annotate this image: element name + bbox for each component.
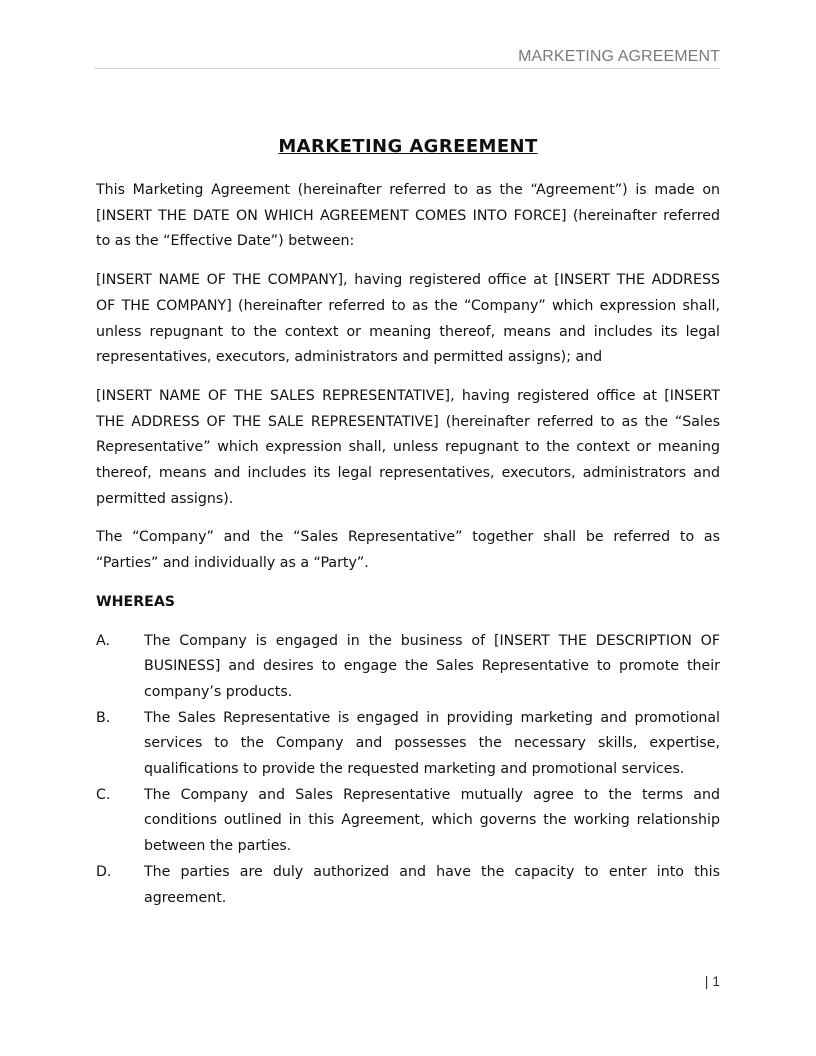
whereas-heading: WHEREAS — [96, 593, 176, 610]
recital-letter: C. — [96, 786, 111, 803]
recital-text: The Company and Sales Representative mutually agree to the terms and conditions outlined in this Agreement, which governs the working relationship between the parties. — [144, 786, 720, 855]
sales-representative-party-paragraph: [INSERT NAME OF THE SALES REPRESENTATIVE], having registered office at [INSERT THE ADDRESS OF THE SALE REPRESENTATIVE] (hereinafter referred to as the “Sales Representative” which expression shall, unless repugnant to the context or meaning thereof, means and includes its legal representatives, executors, administrators and permitted assigns). — [96, 387, 720, 507]
intro-paragraph: This Marketing Agreement (hereinafter referred to as the “Agreement”) is made on [INSERT THE DATE ON WHICH AGREEMENT COMES INTO FORCE] (hereinafter referred to as the “Effective Date”) between: — [96, 182, 720, 250]
page-number: | 1 — [704, 973, 720, 989]
page-header — [94, 47, 720, 69]
document-title: MARKETING AGREEMENT — [278, 136, 538, 157]
company-party-paragraph: [INSERT NAME OF THE COMPANY], having registered office at [INSERT THE ADDRESS OF THE COMPANY] (hereinafter referred to as the “Company” which expression shall, unless repugnant to the context or meaning thereof, means and includes its legal representatives, executors, administrators and permitted assigns); and — [96, 272, 720, 366]
recital-text: The Sales Representative is engaged in providing marketing and promotional services to the Company and possesses the necessary skills, expertise, qualifications to provide the requested marketing and promotional services. — [144, 709, 720, 778]
recital-item — [96, 706, 720, 783]
recital-item — [96, 783, 720, 860]
recital-letter: A. — [96, 632, 110, 649]
recital-letter: B. — [96, 709, 111, 726]
recital-item — [96, 629, 720, 706]
parties-definition-paragraph: The “Company” and the “Sales Representative” together shall be referred to as “Parties” and individually as a “Party”. — [96, 529, 720, 572]
recital-item — [96, 860, 720, 911]
header-title: MARKETING AGREEMENT — [518, 48, 720, 65]
recitals-list — [96, 629, 720, 912]
document-body — [96, 178, 720, 911]
recital-letter: D. — [96, 863, 112, 880]
recital-text: The parties are duly authorized and have the capacity to enter into this agreement. — [144, 863, 720, 906]
recital-text: The Company is engaged in the business of [INSERT THE DESCRIPTION OF BUSINESS] and desires to engage the Sales Representative to promote their company’s products. — [144, 632, 720, 700]
